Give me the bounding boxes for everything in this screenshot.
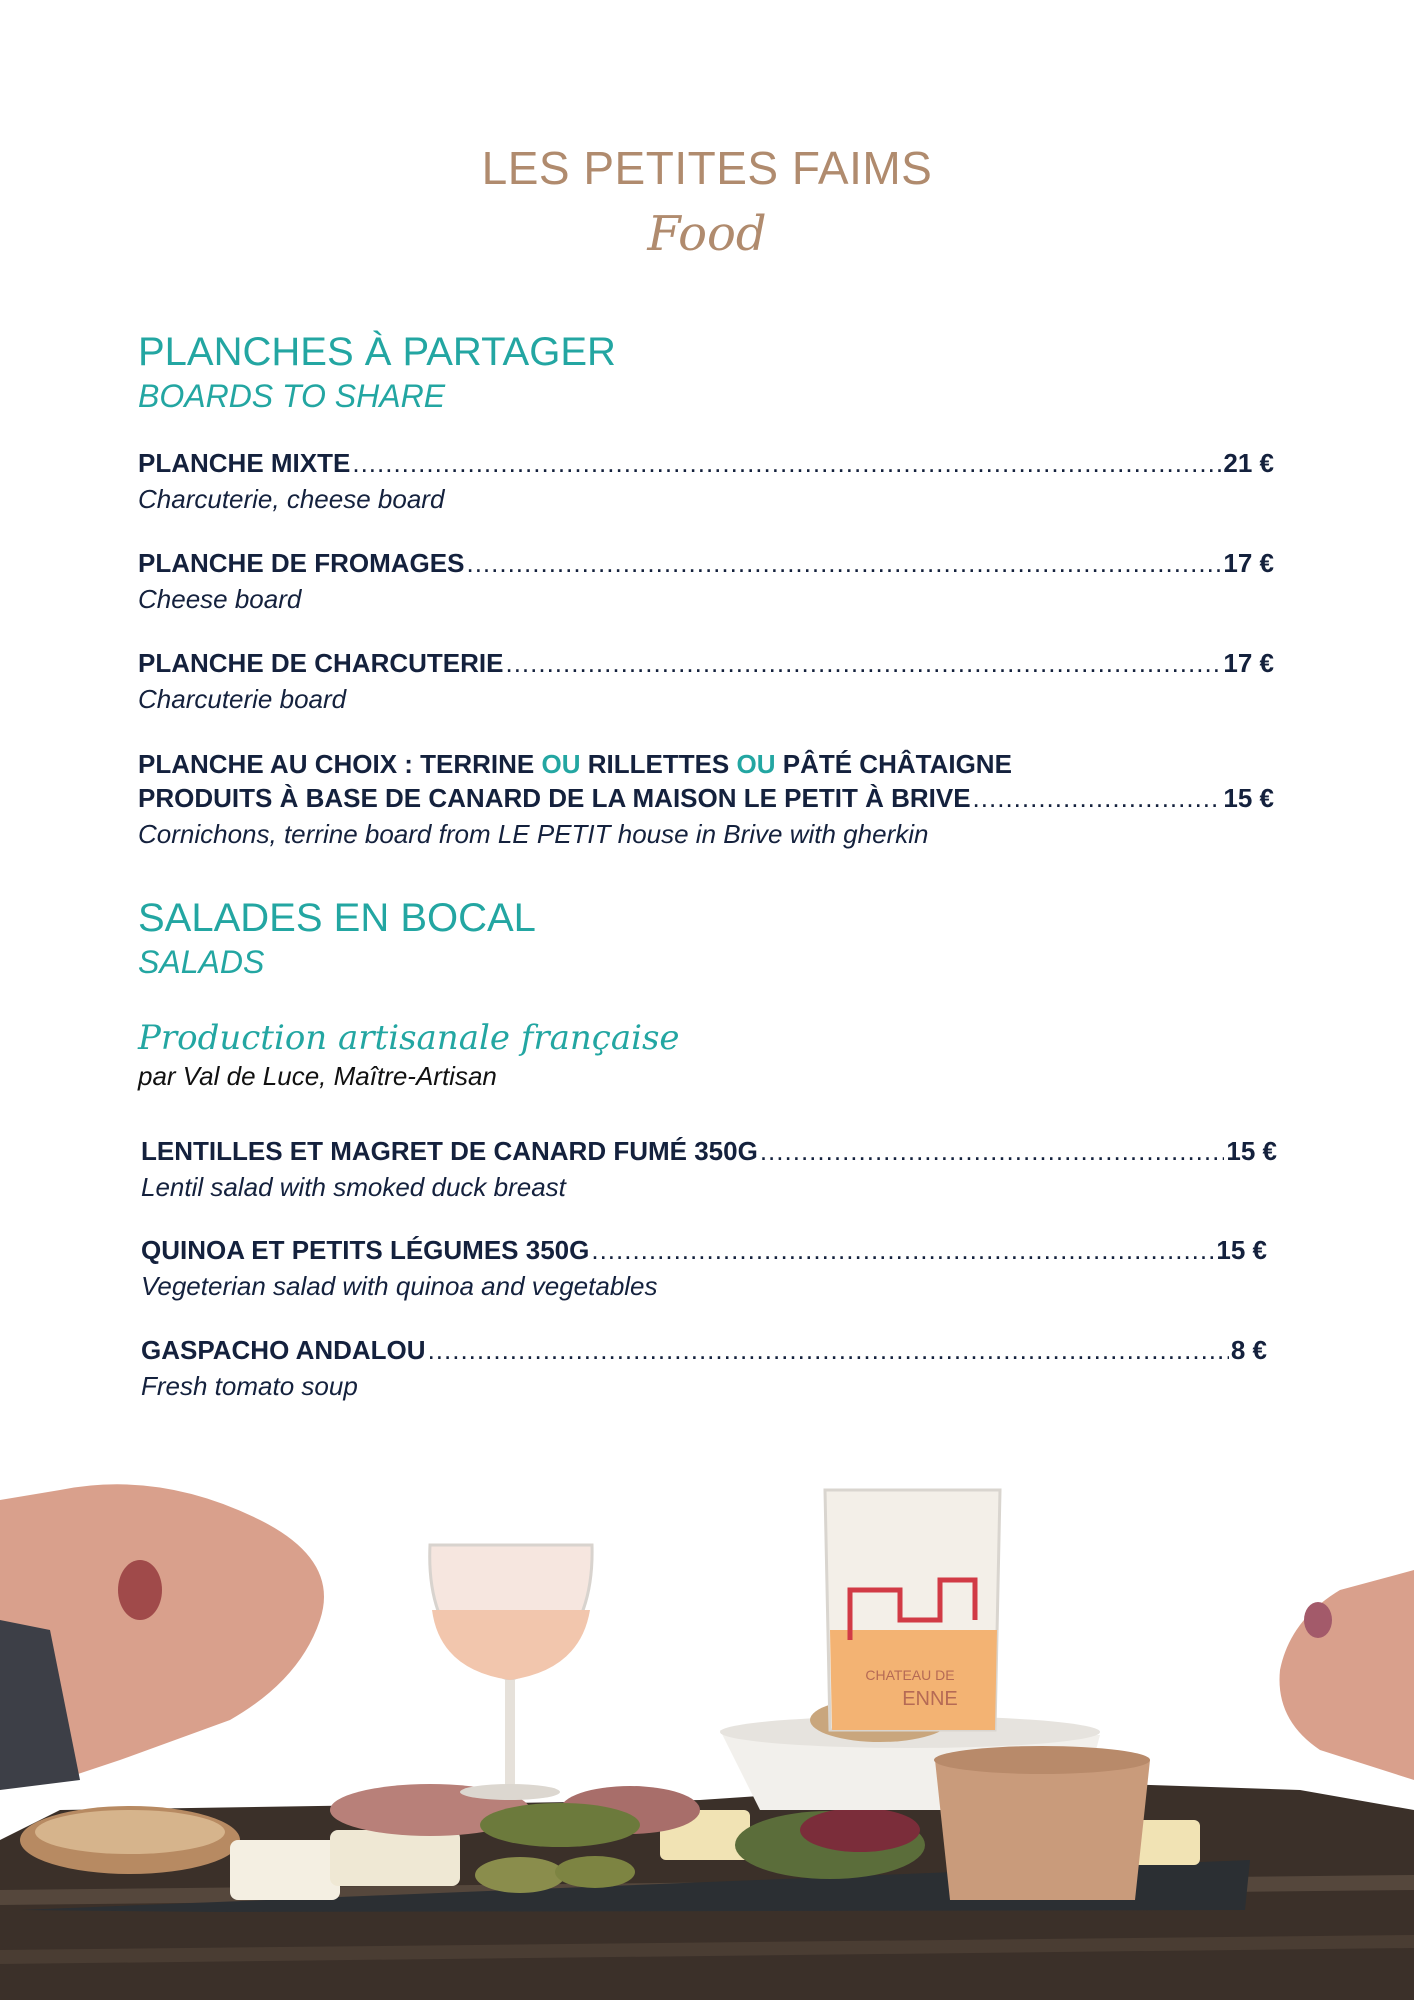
salads-section-title: SALADES EN BOCAL [138,896,536,940]
paper-cup-rim [934,1746,1150,1774]
fingernail [1304,1602,1332,1638]
item-description: Lentil salad with smoked duck breast [141,1172,566,1202]
item-description: Cornichons, terrine board from LE PETIT house in Brive with gherkin [138,819,929,849]
item-price: 17 € [1223,548,1274,578]
item-price: 8 € [1230,1335,1267,1365]
item-description: Charcuterie board [138,684,347,714]
item-price: 15 € [1226,1136,1277,1166]
red-lettuce [800,1808,920,1852]
item-name: LENTILLES ET MAGRET DE CANARD FUMÉ 350G [141,1136,758,1166]
item-price: 17 € [1223,648,1274,678]
menu-item [141,1333,1267,1403]
producer-credit: par Val de Luce, Maître-Artisan [138,1061,497,1091]
item-description: Cheese board [138,584,302,614]
cup-text: CHATEAU DE [865,1667,955,1683]
gherkin [480,1803,640,1847]
wine-glass-stem [505,1680,515,1790]
item-name: GASPACHO ANDALOU [141,1335,426,1365]
menu-item [141,1233,1267,1303]
choice-line-1: PLANCHE AU CHOIX : TERRINE OU RILLETTES OU PÂTÉ CHÂTAIGNE [138,749,1012,779]
item-price: 15 € [1216,1235,1267,1265]
dot-leader [466,546,1221,580]
cheese-wedge [230,1840,340,1900]
menu-item [138,546,1274,616]
menu-item-choice [138,747,1274,851]
dot-leader [591,1233,1214,1267]
menu-item [138,446,1274,516]
menu-item [138,646,1274,716]
page-subtitle: Food [647,206,767,262]
page-title: LES PETITES FAIMS [481,142,933,194]
food-photo [0,1480,1414,2000]
salads-section-subtitle: SALADS [138,944,265,980]
item-name: PLANCHE DE CHARCUTERIE [138,648,504,678]
artisan-tagline: Production artisanale française [138,1018,680,1058]
bread-crumb [35,1810,225,1854]
item-description: Fresh tomato soup [141,1371,358,1401]
dot-leader [505,646,1221,680]
dot-leader [428,1333,1229,1367]
dot-leader [352,446,1221,480]
boards-section-subtitle: BOARDS TO SHARE [138,378,446,414]
gherkin [555,1856,635,1888]
boards-section-title: PLANCHES À PARTAGER [138,330,616,374]
item-name: QUINOA ET PETITS LÉGUMES 350G [141,1235,590,1265]
wine-glass-foot [460,1784,560,1800]
paper-cup [935,1760,1150,1900]
menu-item [141,1134,1277,1204]
cheese-wedge [330,1830,460,1886]
item-description: Charcuterie, cheese board [138,484,445,514]
item-description: Vegeterian salad with quinoa and vegetables [141,1271,658,1301]
item-price: 21 € [1223,448,1274,478]
right-hand [1280,1570,1414,1780]
dot-leader [973,781,1222,815]
item-price: 15 € [1223,783,1274,813]
cup-text: ENNE [902,1688,958,1710]
menu-header [0,138,1414,266]
gherkin [475,1857,565,1893]
dot-leader [760,1134,1225,1168]
or-word: OU [541,749,581,779]
item-name: PLANCHE MIXTE [138,448,351,478]
item-name: PLANCHE DE FROMAGES [138,548,465,578]
salami-slice [118,1560,162,1620]
choice-line-2: PRODUITS À BASE DE CANARD DE LA MAISON LE PETIT À BRIVE [138,783,971,813]
rose-wine [432,1610,590,1680]
or-word: OU [736,749,776,779]
